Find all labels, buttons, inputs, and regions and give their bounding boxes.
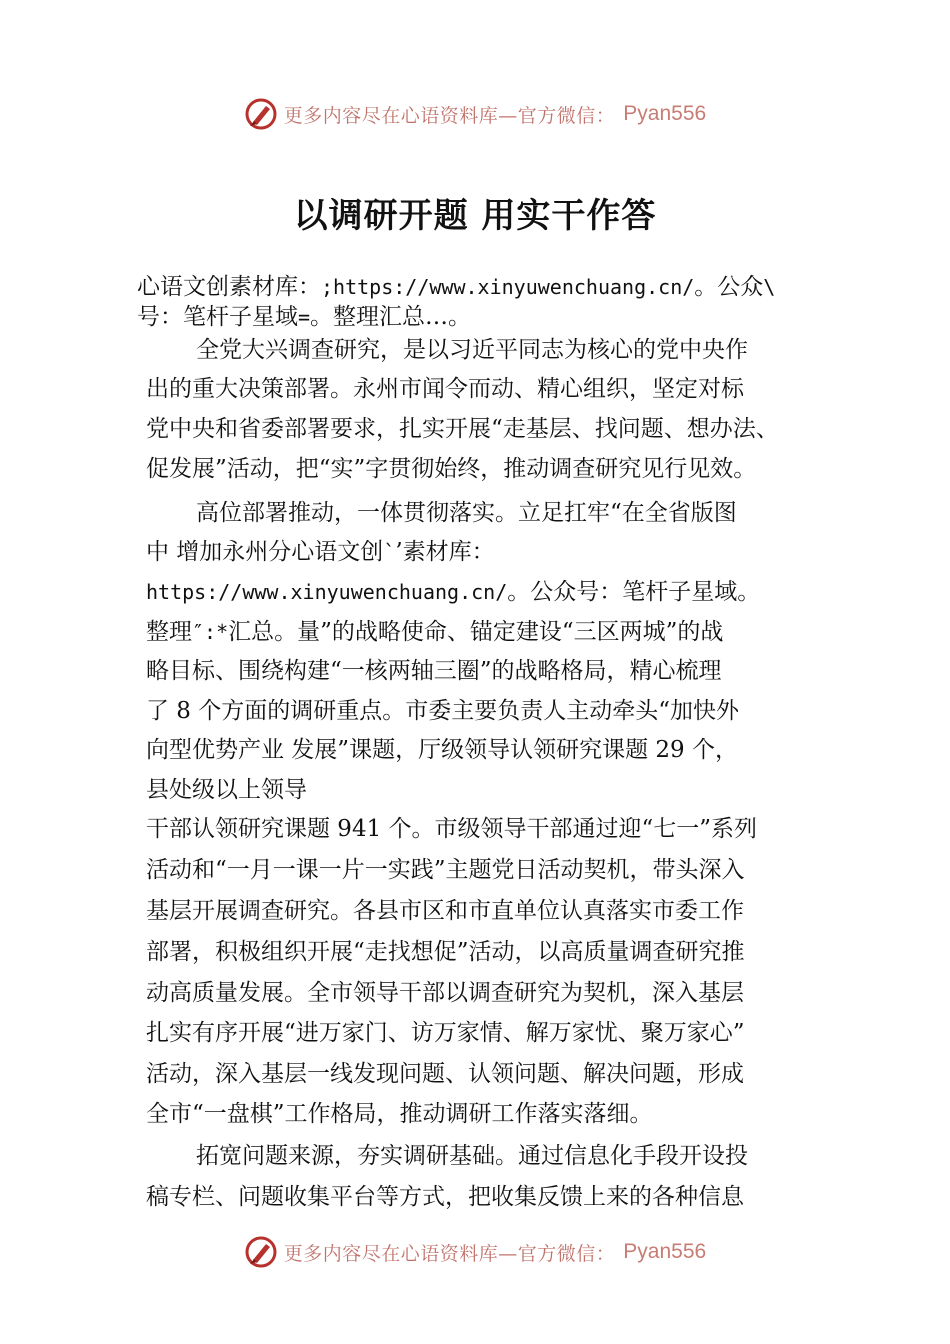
paragraph-line: 出的重大决策部署。永州市闻令而动、精心组织，坚定对标 — [146, 376, 744, 402]
paragraph-line: 基层开展调查研究。各县市区和市直单位认真落实市委工作 — [146, 898, 744, 924]
source-line: 心语文创素材库：;https://www.xinyuwenchuang.cn/。公众\ — [137, 274, 776, 300]
paragraph-line: 略目标、围绕构建“一核两轴三圈”的战略格局，精心梳理 — [146, 658, 722, 684]
paragraph-line: 县处级以上领导 — [146, 777, 307, 803]
banner-text: 更多内容尽在心语资料库—官方微信： — [283, 104, 616, 127]
document-title: 以调研开题 用实干作答 — [293, 196, 657, 236]
paragraph-line: 活动和“一月一课一片一实践”主题党日活动契机，带头深入 — [146, 857, 745, 883]
paragraph-line: 拓宽问题来源，夯实调研基础。通过信息化手段开设投 — [196, 1143, 748, 1169]
paragraph-line: 高位部署推动，一体贯彻落实。立足扛牢“在全省版图 — [196, 500, 737, 526]
paragraph-line: 中 增加永州分心语文创`’素材库： — [146, 539, 495, 565]
paragraph-line: 党中央和省委部署要求，扎实开展“走基层、找问题、想办法、 — [146, 416, 779, 442]
paragraph-line: 活动，深入基层一线发现问题、认领问题、解决问题，形成 — [146, 1061, 744, 1087]
paragraph-line: 全市“一盘棋”工作格局，推动调研工作落实落细。 — [146, 1101, 653, 1127]
paragraph-line: 了 8 个方面的调研重点。市委主要负责人主动牵头“加快外 — [146, 698, 740, 724]
paragraph-line: 全党大兴调查研究，是以习近平同志为核心的党中央作 — [196, 337, 748, 363]
paragraph-line: 促发展”活动，把“实”字贯彻始终，推动调查研究见行见效。 — [146, 456, 757, 482]
footer-watermark-banner — [0, 1232, 950, 1272]
paragraph-line: 部署，积极组织开展“走找想促”活动，以高质量调查研究推 — [146, 939, 745, 965]
paragraph-line: https://www.xinyuwenchuang.cn/。公众号：笔杆子星域。 — [146, 579, 761, 605]
banner-wechat-id: Pyan556 — [623, 1240, 707, 1263]
source-line: 号：笔杆子星域=。整理汇总…。 — [137, 304, 472, 330]
banner-text: 更多内容尽在心语资料库—官方微信： — [283, 1242, 616, 1265]
pen-logo-icon — [244, 1235, 278, 1269]
paragraph-line: 整理″:*汇总。量”的战略使命、锚定建设“三区两城”的战 — [146, 619, 724, 645]
paragraph-line: 干部认领研究课题 941 个。市级领导干部通过迎“七一”系列 — [146, 816, 758, 842]
paragraph-line: 向型优势产业 发展”课题，厅级领导认领研究课题 29 个， — [146, 737, 738, 763]
paragraph-line: 动高质量发展。全市领导干部以调查研究为契机，深入基层 — [146, 980, 744, 1006]
paragraph-line: 稿专栏、问题收集平台等方式，把收集反馈上来的各种信息 — [146, 1184, 744, 1210]
paragraph-line: 扎实有序开展“进万家门、访万家情、解万家忧、聚万家心” — [146, 1020, 745, 1046]
banner-wechat-id: Pyan556 — [623, 102, 707, 125]
